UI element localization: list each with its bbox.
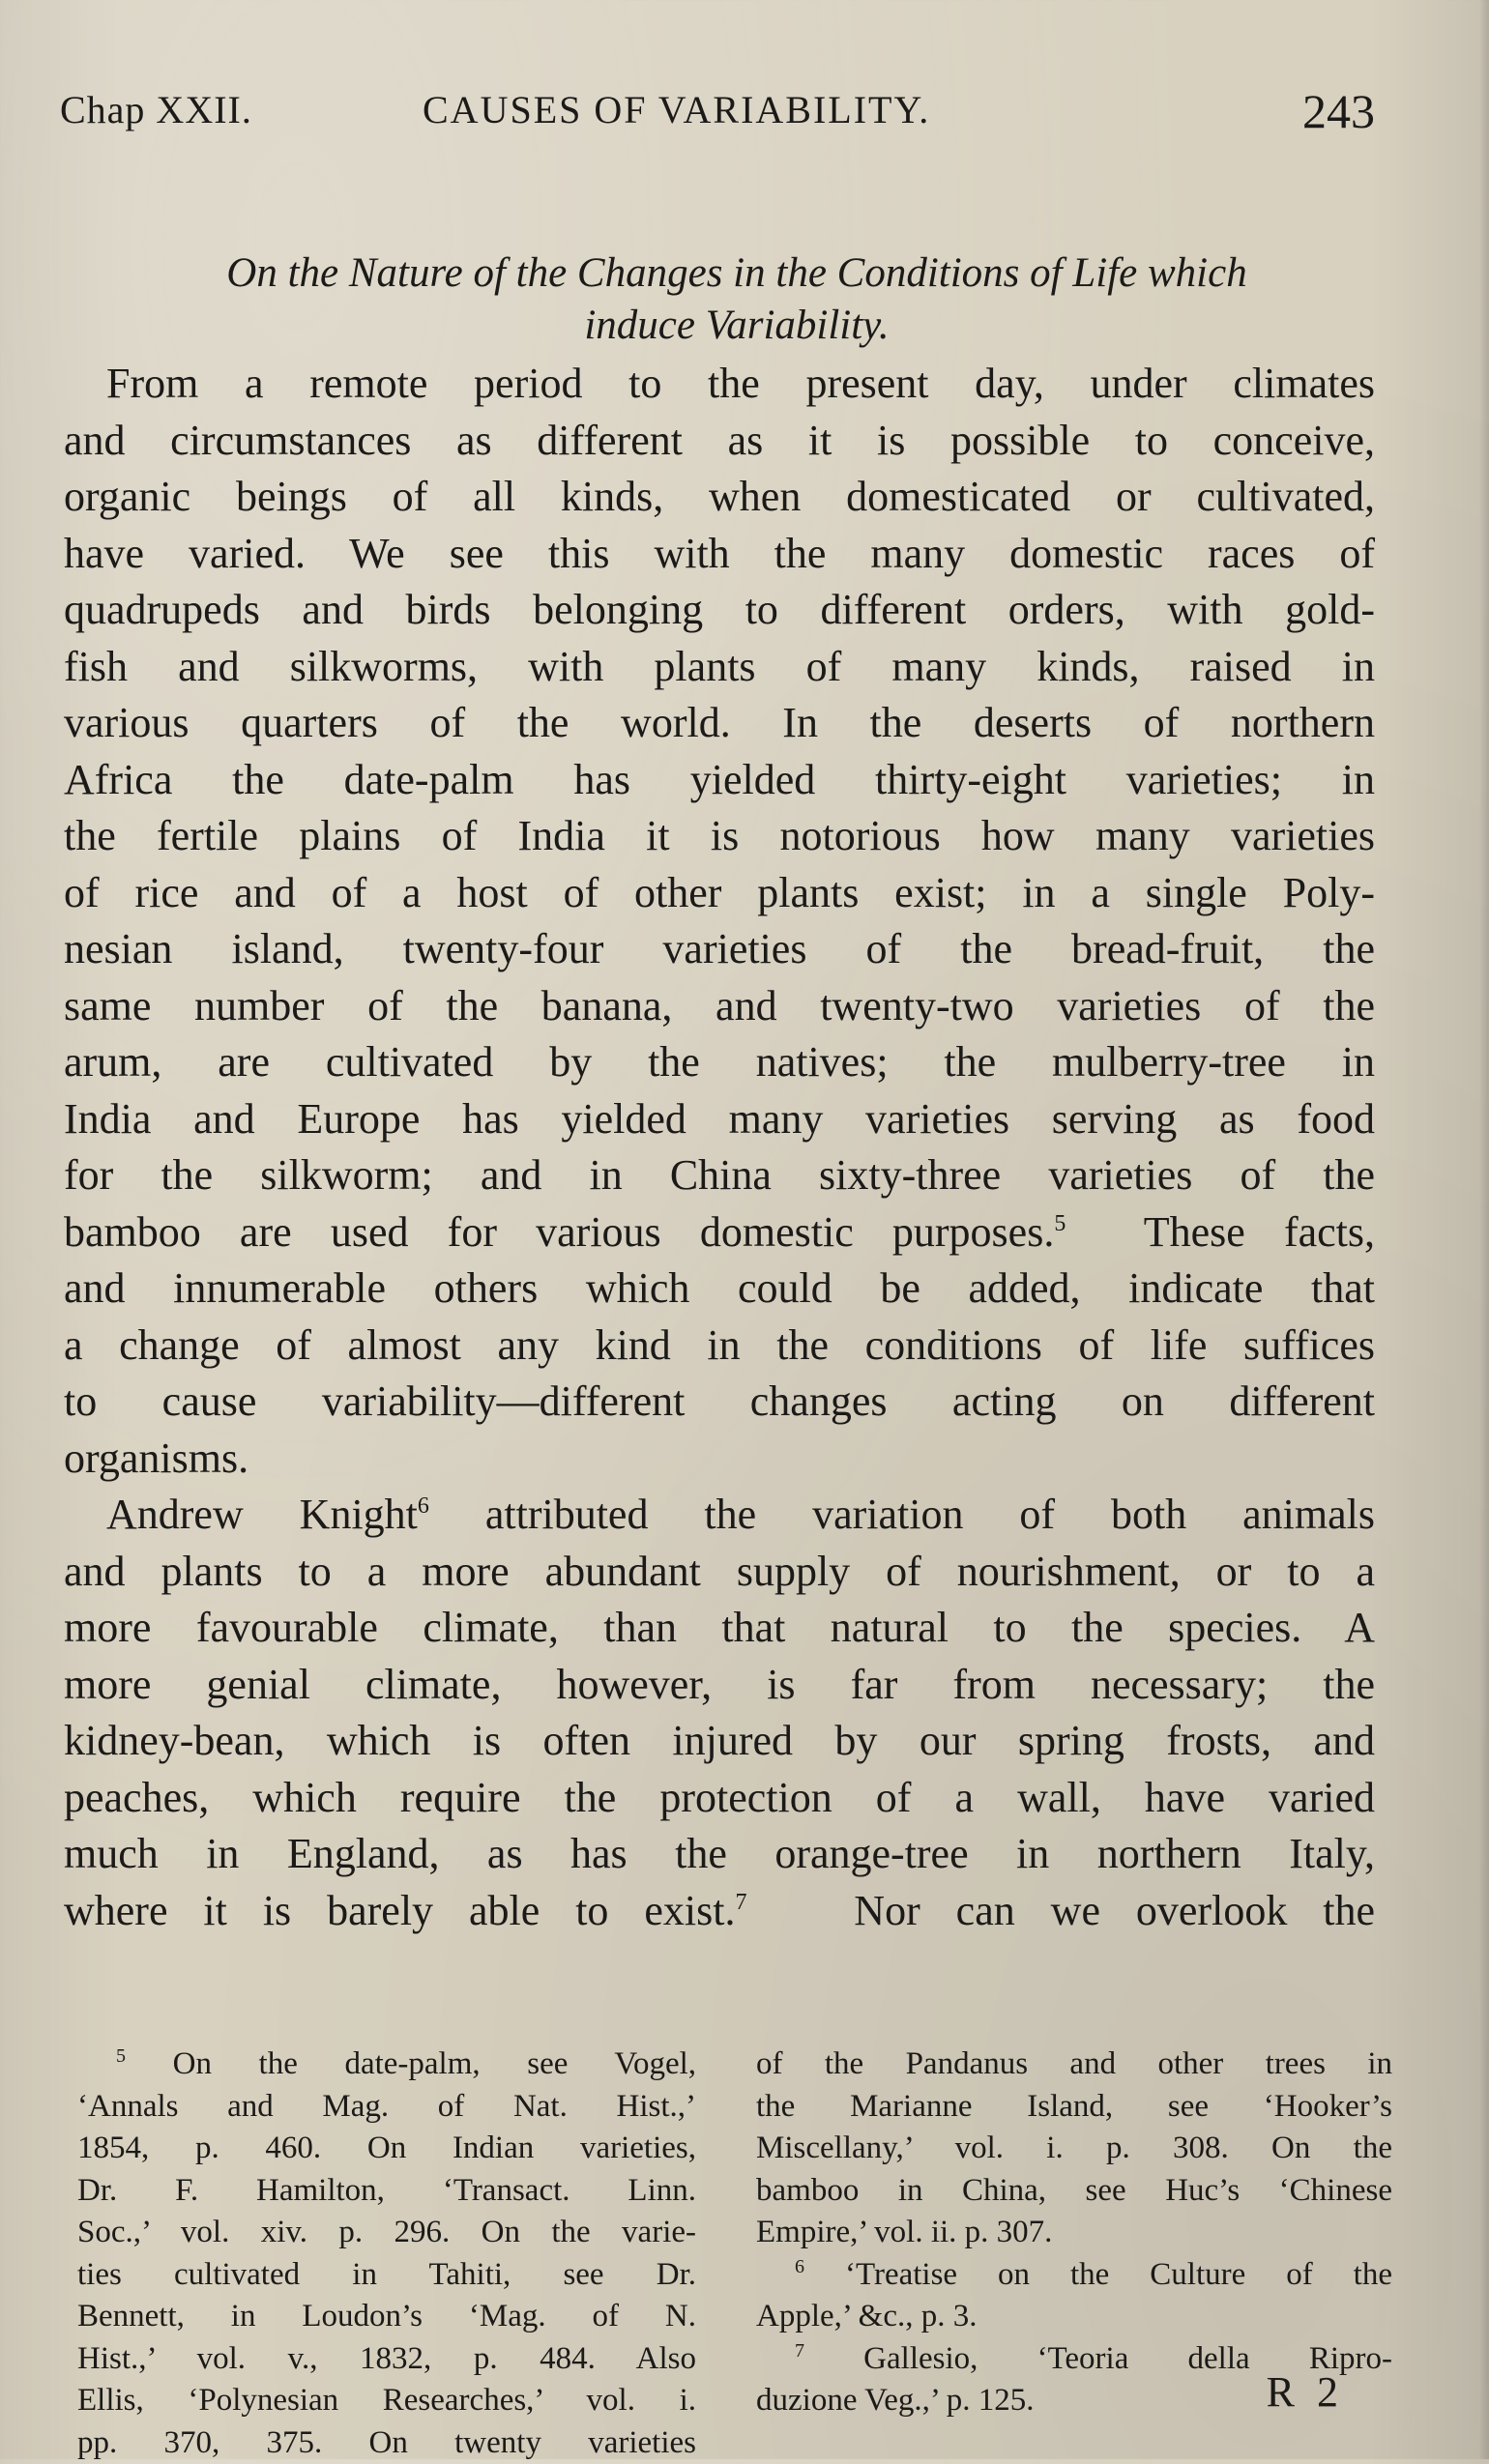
text-line [64,1487,1375,1544]
text-line: peaches, which require the protection of a wall, have varied [64,1770,1375,1827]
footnote-ref: 6 [418,1493,429,1519]
running-head [60,87,1375,145]
book-page [60,68,1383,2426]
text-line: fish and silkworms, with plants of many kinds, raised in [64,639,1375,696]
text-line: kidney-bean, which is often injured by our spring frosts, and [64,1713,1375,1770]
text-line: the fertile plains of India it is notorious how many varieties [64,808,1375,865]
footnotes-right-column [756,2044,1392,2422]
footnote-line: ties cultivated in Tahiti, see Dr. [77,2254,696,2297]
text-line: more favourable climate, than that natural to the species. A [64,1600,1375,1657]
text-segment: bamboo are used for various domestic purposes. [64,1208,1054,1256]
footnotes-left-column [77,2044,696,2464]
section-heading-line: On the Nature of the Changes in the Conditions of Life which [99,247,1375,300]
text-line: quadrupeds and birds belonging to different orders, with gold- [64,582,1375,639]
footnotes [77,2044,1392,2430]
footnote-line: ‘Annals and Mag. of Nat. Hist.,’ [77,2086,696,2129]
footnote-line: Apple,’ &c., p. 3. [756,2296,1392,2338]
text-line: a change of almost any kind in the conditions of life suffices [64,1318,1375,1375]
footnote-line: Empire,’ vol. ii. p. 307. [756,2212,1392,2254]
text-line: and innumerable others which could be added, indicate that [64,1261,1375,1318]
text-line: From a remote period to the present day, under climates [64,356,1375,413]
text-line: have varied. We see this with the many domestic races of [64,526,1375,583]
text-segment: attributed the variation of both animals [485,1491,1375,1538]
footnote-line: Miscellany,’ vol. i. p. 308. On the [756,2128,1392,2170]
text-segment: ‘Treatise on the Culture of the [845,2257,1392,2292]
text-segment: where it is barely able to exist. [64,1887,735,1934]
chapter-label: Chap XXII. [60,87,252,132]
page-number: 243 [1302,83,1375,139]
text-line: more genial climate, however, is far from necessary; the [64,1657,1375,1714]
signature-mark: R 2 [1267,2367,1344,2417]
text-line [64,1883,1375,1940]
text-line: organic beings of all kinds, when domesticated or cultivated, [64,469,1375,526]
text-line [64,1204,1375,1261]
running-title: CAUSES OF VARIABILITY. [423,87,930,132]
footnote-line: of the Pandanus and other trees in [756,2044,1392,2086]
text-line: of rice and of a host of other plants exist; in a single Poly- [64,865,1375,922]
footnote-line: Dr. F. Hamilton, ‘Transact. Linn. [77,2170,696,2213]
text-segment: Andrew Knight [106,1491,418,1538]
footnote-line: duzione Veg.,’ p. 125. [756,2380,1392,2422]
text-line: arum, are cultivated by the natives; the mulberry-tree in [64,1034,1375,1091]
text-segment: Gallesio, ‘Teoria della Ripro- [863,2341,1392,2376]
footnote-line: pp. 370, 375. On twenty varieties [77,2422,696,2464]
footnote-line [77,2044,696,2086]
text-segment: On the date-palm, see Vogel, [173,2046,696,2081]
section-heading-line: induce Variability. [99,300,1375,352]
page-edge-shadow [1479,0,1489,2459]
footnote-line: the Marianne Island, see ‘Hooker’s [756,2086,1392,2129]
body-text [64,356,1375,1939]
text-line: various quarters of the world. In the deserts of northern [64,695,1375,752]
footnote-ref: 5 [1054,1211,1066,1236]
footnote-ref: 7 [735,1890,746,1915]
section-heading [99,247,1375,352]
footnote-line: 1854, p. 460. On Indian varieties, [77,2128,696,2170]
text-line: for the silkworm; and in China sixty-three varieties of the [64,1147,1375,1204]
footnote-line: bamboo in China, see Huc’s ‘Chinese [756,2170,1392,2213]
text-line: much in England, as has the orange-tree in northern Italy, [64,1826,1375,1883]
footnote-line: Soc.,’ vol. xiv. p. 296. On the varie- [77,2212,696,2254]
text-line: and plants to a more abundant supply of nourishment, or to a [64,1544,1375,1601]
text-line: India and Europe has yielded many varieties serving as food [64,1091,1375,1148]
footnote-line: Ellis, ‘Polynesian Researches,’ vol. i. [77,2380,696,2422]
text-line: to cause variability—different changes acting on different [64,1374,1375,1431]
text-line: Africa the date-palm has yielded thirty-eight varieties; in [64,752,1375,809]
footnote-marker: 6 [795,2256,804,2277]
text-segment: These facts, [1144,1208,1375,1256]
text-line: same number of the banana, and twenty-two varieties of the [64,978,1375,1035]
footnote-line: Bennett, in Loudon’s ‘Mag. of N. [77,2296,696,2338]
text-line: and circumstances as different as it is possible to conceive, [64,413,1375,470]
text-line: nesian island, twenty-four varieties of the bread-fruit, the [64,921,1375,978]
footnote-marker: 5 [116,2045,126,2067]
footnote-line [756,2254,1392,2297]
text-segment: Nor can we overlook the [854,1887,1375,1934]
text-line: organisms. [64,1431,1375,1488]
footnote-line: Hist.,’ vol. v., 1832, p. 484. Also [77,2338,696,2381]
footnote-marker: 7 [795,2340,804,2362]
